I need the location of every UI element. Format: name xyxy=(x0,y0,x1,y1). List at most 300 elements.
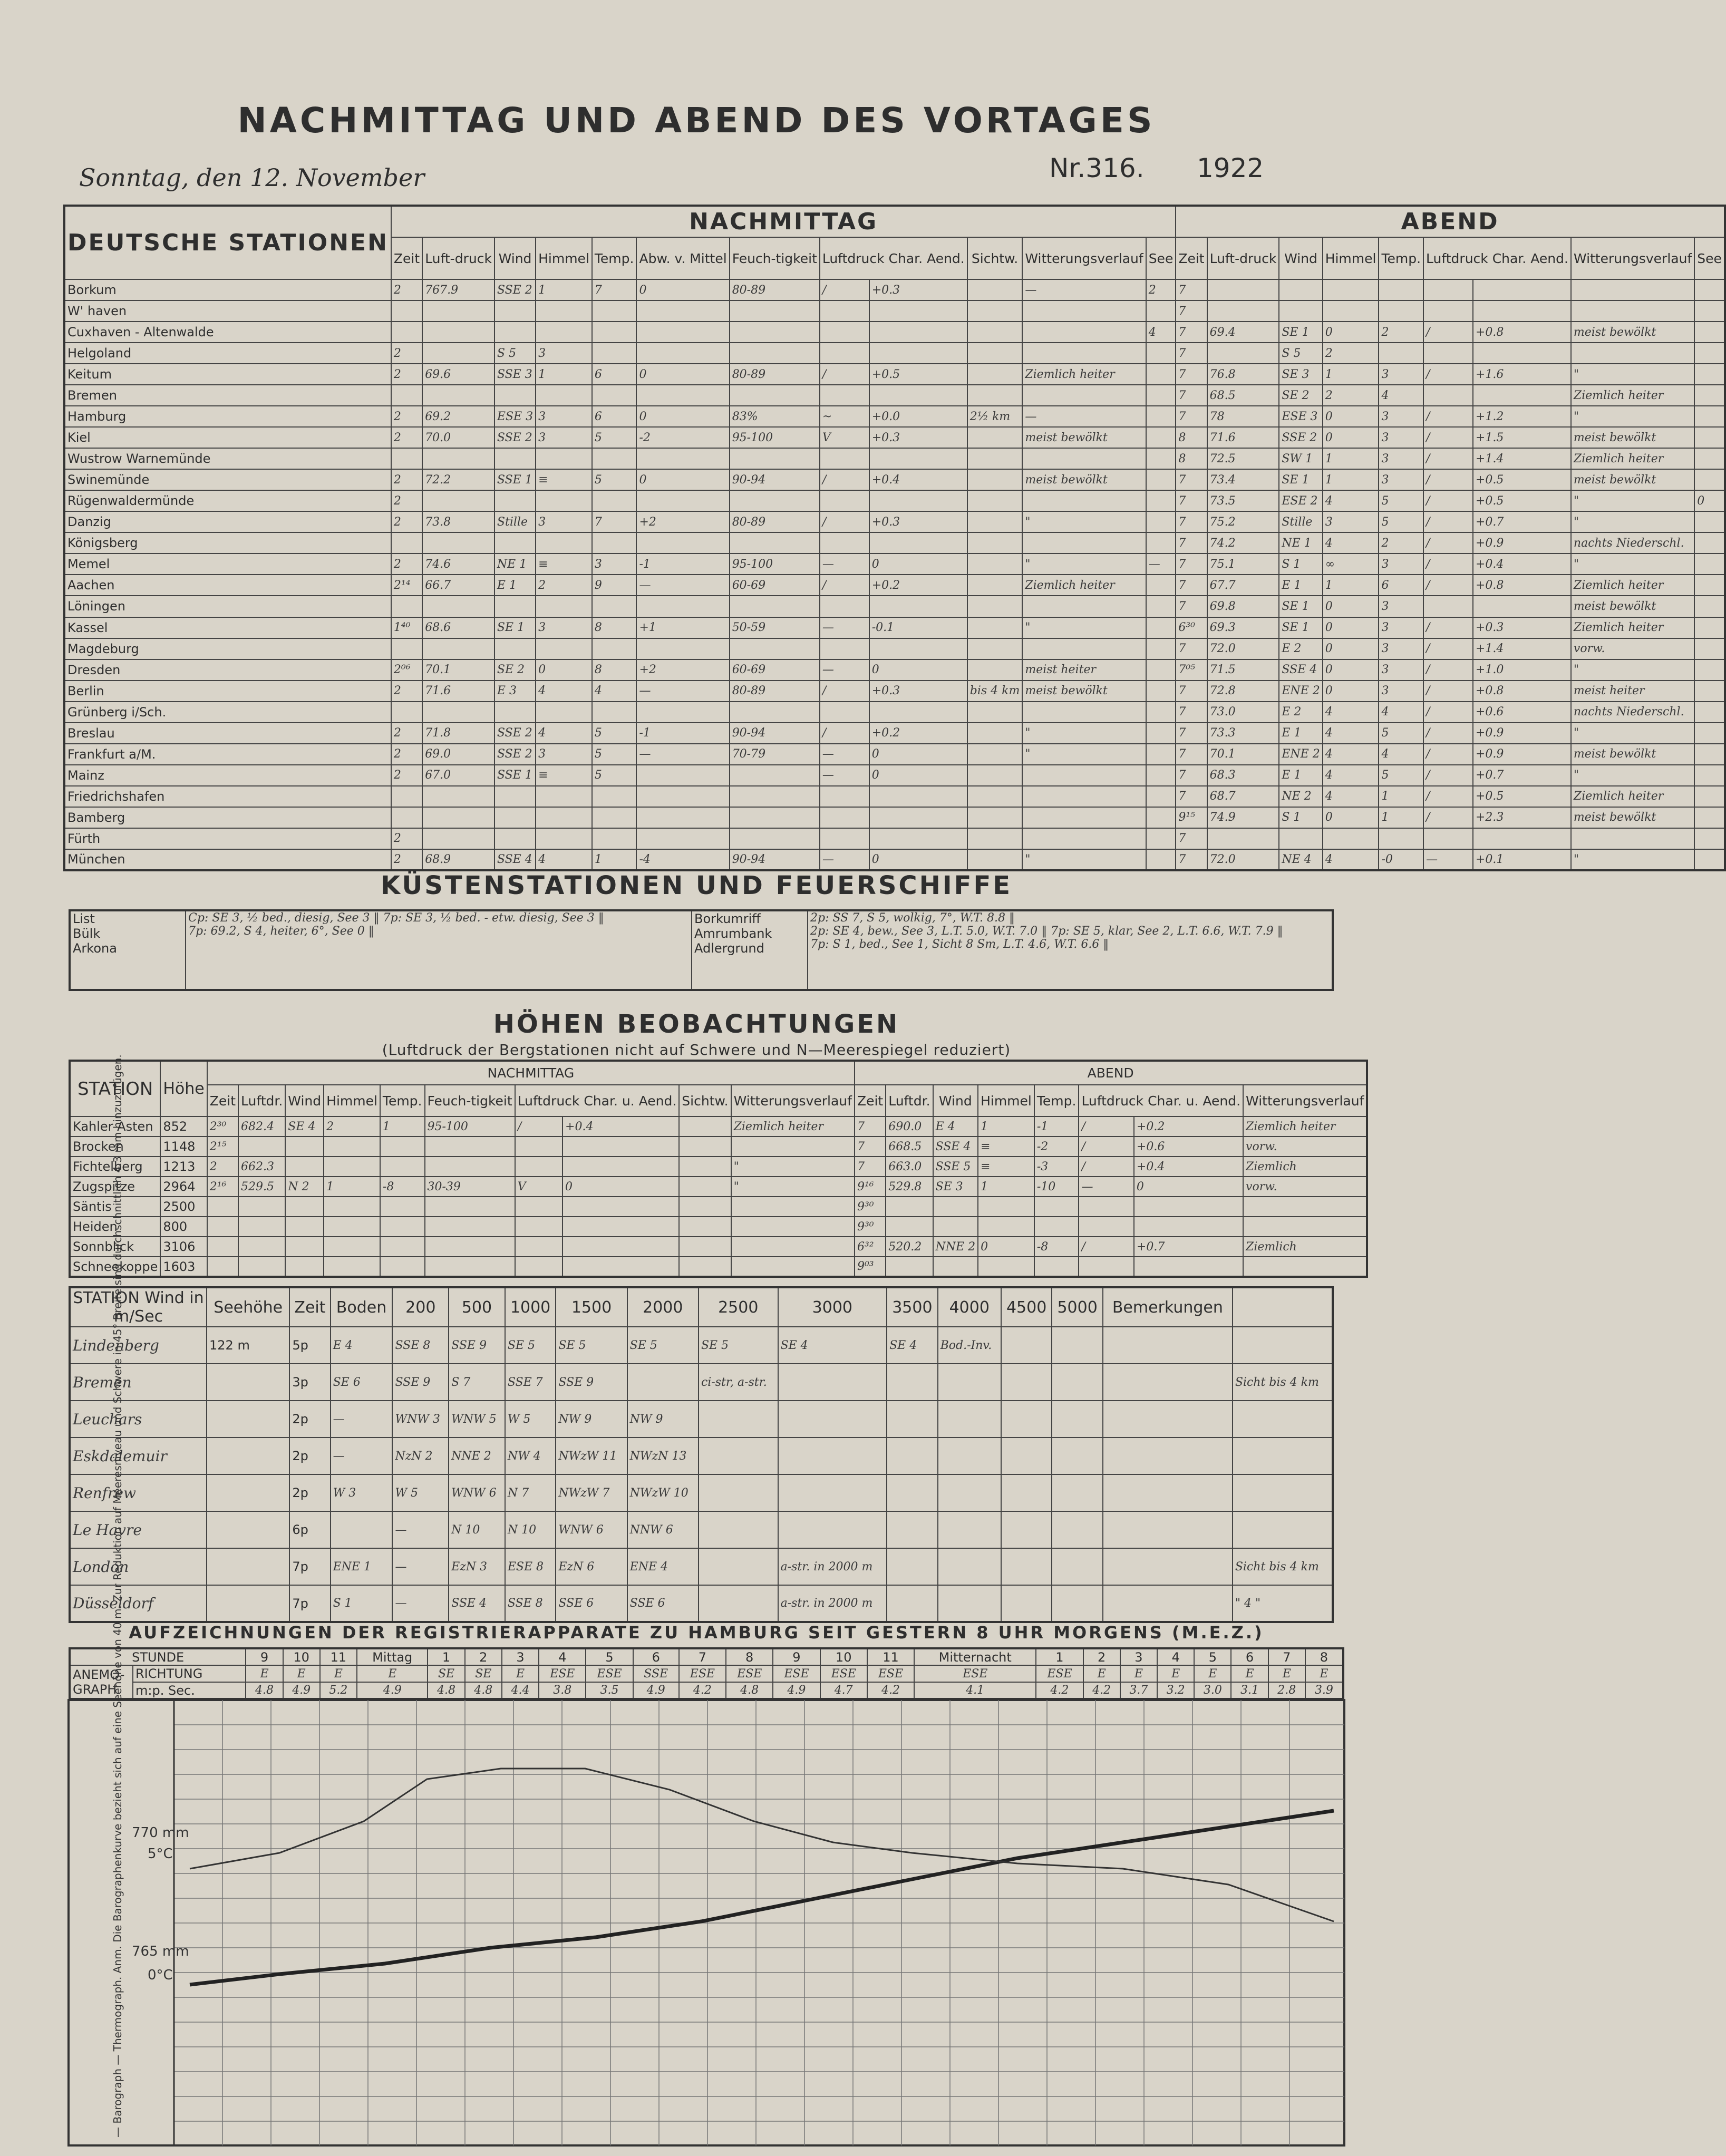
zeit: 7p xyxy=(289,1585,330,1622)
wind-cell: SE 5 xyxy=(505,1327,556,1364)
wind-cell: N 10 xyxy=(505,1511,556,1548)
ab-cell: 3 xyxy=(1379,364,1423,385)
nm-cell: 2 xyxy=(207,1157,238,1177)
wind-cell: ESE 8 xyxy=(505,1548,556,1585)
nm-cell xyxy=(636,828,729,849)
nm-cell: / xyxy=(820,364,869,385)
registrier-table xyxy=(69,1647,1344,1700)
nm-col-header: Luft-druck xyxy=(422,237,494,279)
nm-cell xyxy=(422,490,494,511)
ab-cell: +0.3 xyxy=(1473,617,1571,638)
wind-cell: NNW 6 xyxy=(627,1511,699,1548)
nm-cell xyxy=(730,532,820,553)
station-name: Düsseldorf xyxy=(70,1585,207,1622)
nm-cell xyxy=(869,828,967,849)
ab-cell: vorw. xyxy=(1571,638,1694,659)
nm-col-header: Temp. xyxy=(592,237,637,279)
nm-cell: -2 xyxy=(636,427,729,448)
nm-cell: SSE 2 xyxy=(494,279,536,300)
nm-cell xyxy=(422,807,494,828)
ab-cell: / xyxy=(1423,427,1473,448)
station-header: DEUTSCHE STATIONEN xyxy=(64,206,391,279)
nm-cell: 0 xyxy=(636,364,729,385)
ab-cell: 7 xyxy=(1176,279,1207,300)
nm-cell xyxy=(391,300,422,322)
nm-cell xyxy=(869,300,967,322)
seehoehe xyxy=(207,1548,289,1585)
nm-cell: 3 xyxy=(536,744,592,765)
hour-cell: 1 xyxy=(428,1648,464,1665)
table-row xyxy=(64,553,1725,575)
station-name: Fürth xyxy=(64,828,391,849)
ab-cell: 1 xyxy=(1379,807,1423,828)
zeit: 7p xyxy=(289,1548,330,1585)
nm-cell: 60-69 xyxy=(730,575,820,596)
hoehen-nm-col: Luftdr. xyxy=(238,1085,285,1116)
nm-cell xyxy=(536,448,592,469)
ab-cell xyxy=(1323,300,1379,322)
wind-cell xyxy=(778,1511,887,1548)
ab-cell: +1.6 xyxy=(1473,364,1571,385)
nm-cell xyxy=(1022,300,1146,322)
station-name: Danzig xyxy=(64,511,391,532)
table-row xyxy=(64,322,1725,343)
nm-cell xyxy=(1146,427,1176,448)
wind-col-header: Seehöhe xyxy=(207,1287,289,1327)
wind-cell xyxy=(1103,1364,1233,1401)
direction-cell: E xyxy=(320,1665,357,1682)
coastal-station: Adlergrund xyxy=(694,941,764,956)
nm-cell xyxy=(730,807,820,828)
nm-cell xyxy=(869,702,967,723)
nm-cell xyxy=(1022,532,1146,553)
ab-cell: +1.4 xyxy=(1473,448,1571,469)
ab-cell: +0.1 xyxy=(1473,849,1571,870)
nm-cell xyxy=(730,828,820,849)
wind-col-header: 2500 xyxy=(699,1287,778,1327)
wind-col-header: 2000 xyxy=(627,1287,699,1327)
nm-cell xyxy=(592,786,637,807)
nm-cell xyxy=(592,322,637,343)
ab-cell xyxy=(978,1197,1034,1217)
wind-cell xyxy=(699,1401,778,1438)
hoehen-nm-col: Zeit xyxy=(207,1085,238,1116)
bemerkungen xyxy=(1233,1438,1333,1474)
nm-cell xyxy=(967,744,1023,765)
nm-cell: -1 xyxy=(636,723,729,744)
ab-cell: -3 xyxy=(1034,1157,1079,1177)
ab-cell: ESE 3 xyxy=(1279,406,1322,427)
ab-cell: 7 xyxy=(1176,723,1207,744)
nm-cell xyxy=(494,300,536,322)
ab-cell: E 2 xyxy=(1279,702,1322,723)
wind-cell: SE 5 xyxy=(556,1327,627,1364)
nm-cell: 72.2 xyxy=(422,469,494,490)
nm-cell: 74.6 xyxy=(422,553,494,575)
nm-cell xyxy=(592,532,637,553)
nm-cell xyxy=(494,448,536,469)
nm-cell xyxy=(967,617,1023,638)
nm-cell xyxy=(869,596,967,617)
ab-cell: 4 xyxy=(1323,490,1379,511)
nm-cell xyxy=(515,1157,563,1177)
wind-cell: S 1 xyxy=(331,1585,393,1622)
hoehen-nm-col: Wind xyxy=(285,1085,324,1116)
nm-cell xyxy=(1022,765,1146,786)
nm-cell: +0.4 xyxy=(563,1116,679,1137)
speed-cell: 3.0 xyxy=(1194,1682,1231,1699)
ab-cell: / xyxy=(1423,532,1473,553)
nm-cell xyxy=(967,469,1023,490)
registrier-title: AUFZEICHNUNGEN DER REGISTRIERAPPARATE ZU HAMBURG SEIT GESTERN 8 UHR MORGENS (M.E.Z.) xyxy=(129,1623,1264,1643)
table-row xyxy=(64,596,1725,617)
nm-cell xyxy=(869,638,967,659)
ab-cell: 1 xyxy=(1323,469,1379,490)
nm-cell: 3 xyxy=(536,343,592,364)
table-row xyxy=(70,1511,1333,1548)
nm-cell xyxy=(731,1137,855,1157)
ab-cell: 520.2 xyxy=(886,1237,933,1257)
nm-cell xyxy=(679,1157,731,1177)
wind-col-header: 4000 xyxy=(938,1287,1001,1327)
wind-cell xyxy=(1103,1511,1233,1548)
nm-col-header: Witterungsverlauf xyxy=(1022,237,1146,279)
speed-cell: 4.8 xyxy=(726,1682,773,1699)
hoehen-subheader-row xyxy=(70,1085,1367,1116)
nm-cell: 4 xyxy=(536,681,592,702)
ab-cell xyxy=(1473,596,1571,617)
nm-cell xyxy=(324,1257,380,1277)
hoehen-nm-col: Himmel xyxy=(324,1085,380,1116)
station-name: Swinemünde xyxy=(64,469,391,490)
ab-cell: SSE 4 xyxy=(1279,659,1322,681)
nm-cell xyxy=(869,448,967,469)
table-row xyxy=(64,448,1725,469)
wind-cell: SSE 9 xyxy=(556,1364,627,1401)
nm-cell: 3 xyxy=(592,553,637,575)
nm-cell: ≡ xyxy=(536,469,592,490)
table-row xyxy=(64,659,1725,681)
seehoehe xyxy=(207,1401,289,1438)
coastal-right-notes xyxy=(808,910,1333,990)
speed-cell: 4.9 xyxy=(633,1682,679,1699)
nm-cell: 70.1 xyxy=(422,659,494,681)
ab-cell xyxy=(1694,448,1725,469)
nm-cell xyxy=(592,385,637,406)
table-row xyxy=(64,638,1725,659)
direction-cell: E xyxy=(1157,1665,1194,1682)
ab-cell: 6 xyxy=(1379,575,1423,596)
wind-cell: SSE 8 xyxy=(505,1585,556,1622)
station-name: Helgoland xyxy=(64,343,391,364)
nm-cell xyxy=(731,1237,855,1257)
wind-cell: NWzW 7 xyxy=(556,1474,627,1511)
nm-cell: 2 xyxy=(391,744,422,765)
speed-cell: 4.9 xyxy=(773,1682,820,1699)
nm-cell: 0 xyxy=(869,553,967,575)
nm-cell xyxy=(494,786,536,807)
speed-cell: 3.2 xyxy=(1157,1682,1194,1699)
nm-cell xyxy=(592,300,637,322)
ab-cell: 2 xyxy=(1323,385,1379,406)
nm-cell: 70.0 xyxy=(422,427,494,448)
nm-cell: 0 xyxy=(869,744,967,765)
station-name: Löningen xyxy=(64,596,391,617)
nm-cell: SSE 2 xyxy=(494,744,536,765)
nm-cell: 682.4 xyxy=(238,1116,285,1137)
ab-cell: vorw. xyxy=(1243,1137,1367,1157)
ab-cell: SSE 4 xyxy=(933,1137,978,1157)
page-title: NACHMITTAG UND ABEND DES VORTAGES xyxy=(237,100,1156,141)
nm-cell: 2 xyxy=(391,343,422,364)
wind-cell xyxy=(778,1474,887,1511)
wind-col-header: 200 xyxy=(392,1287,449,1327)
wind-cell: SSE 7 xyxy=(505,1364,556,1401)
wind-cell xyxy=(778,1364,887,1401)
hour-cell: 3 xyxy=(502,1648,539,1665)
nm-cell: ~ xyxy=(820,406,869,427)
wind-header-row xyxy=(70,1287,1333,1327)
ab-cell: 68.5 xyxy=(1207,385,1279,406)
nm-cell: — xyxy=(1022,279,1146,300)
nm-col-header: Zeit xyxy=(391,237,422,279)
ab-cell xyxy=(1134,1257,1243,1277)
table-row xyxy=(64,723,1725,744)
ab-cell: 7 xyxy=(1176,744,1207,765)
nm-cell xyxy=(967,596,1023,617)
speed-cell: 3.1 xyxy=(1231,1682,1268,1699)
nm-cell xyxy=(425,1137,515,1157)
ab-cell: 4 xyxy=(1323,723,1379,744)
hoehen-nm-col: Feuch-tigkeit xyxy=(425,1085,515,1116)
nm-cell xyxy=(636,385,729,406)
nm-cell: 9 xyxy=(592,575,637,596)
nm-cell: 71.8 xyxy=(422,723,494,744)
nm-cell xyxy=(380,1157,425,1177)
nm-cell xyxy=(1022,596,1146,617)
nm-cell: 3 xyxy=(536,617,592,638)
table-row xyxy=(64,532,1725,553)
table-row xyxy=(64,300,1725,322)
wind-cell xyxy=(778,1438,887,1474)
direction-cell: E xyxy=(1305,1665,1343,1682)
nm-cell: 80-89 xyxy=(730,364,820,385)
ab-cell xyxy=(1323,279,1379,300)
label-0c: 0°C xyxy=(148,1967,173,1983)
ab-cell: +0.5 xyxy=(1473,786,1571,807)
wind-cell: NWzW 10 xyxy=(627,1474,699,1511)
wind-cell xyxy=(887,1364,938,1401)
station-name: Dresden xyxy=(64,659,391,681)
nm-cell xyxy=(679,1257,731,1277)
wind-cell xyxy=(1052,1438,1103,1474)
nm-cell xyxy=(820,343,869,364)
nm-col-header: Luftdruck Char. Aend. xyxy=(820,237,967,279)
nm-cell: +0.0 xyxy=(869,406,967,427)
nm-cell xyxy=(730,385,820,406)
station-name: Le Havre xyxy=(70,1511,207,1548)
ab-cell: 529.8 xyxy=(886,1177,933,1197)
ab-cell: +0.2 xyxy=(1134,1116,1243,1137)
nm-cell: SE 2 xyxy=(494,659,536,681)
nm-cell: 662.3 xyxy=(238,1157,285,1177)
nm-cell: 1 xyxy=(380,1116,425,1137)
ab-cell xyxy=(1079,1197,1133,1217)
wind-cell xyxy=(1103,1474,1233,1511)
nm-cell: 1 xyxy=(592,849,637,870)
issue-number: Nr.316. xyxy=(1049,153,1145,183)
coastal-table xyxy=(69,909,1334,991)
ab-cell: / xyxy=(1423,681,1473,702)
wind-cell: SE 4 xyxy=(887,1327,938,1364)
wind-cell: S 7 xyxy=(449,1364,505,1401)
station-name: Keitum xyxy=(64,364,391,385)
speed-cell: 3.9 xyxy=(1305,1682,1343,1699)
wind-cell: ci-str, a-str. xyxy=(699,1364,778,1401)
nm-cell xyxy=(422,448,494,469)
nm-cell xyxy=(967,490,1023,511)
ab-cell: +0.8 xyxy=(1473,681,1571,702)
wind-cell xyxy=(699,1548,778,1585)
ab-cell: 1 xyxy=(1379,786,1423,807)
speed-cell: 4.2 xyxy=(1083,1682,1120,1699)
ab-cell: Ziemlich xyxy=(1243,1157,1367,1177)
nm-cell xyxy=(820,596,869,617)
ab-cell: 668.5 xyxy=(886,1137,933,1157)
nm-cell: 1 xyxy=(536,364,592,385)
ab-cell: 0 xyxy=(1323,807,1379,828)
ab-cell: / xyxy=(1079,1237,1133,1257)
hoehen-title: HÖHEN BEOBACHTUNGEN xyxy=(493,1009,900,1039)
speed-cell: 4.2 xyxy=(679,1682,726,1699)
ab-cell xyxy=(1694,427,1725,448)
coastal-title: KÜSTENSTATIONEN UND FEUERSCHIFFE xyxy=(380,871,1013,900)
nm-cell xyxy=(636,807,729,828)
coastal-left-stations xyxy=(70,910,186,990)
wind-cell: — xyxy=(331,1438,393,1474)
direction-cell: ESE xyxy=(679,1665,726,1682)
ab-cell: Ziemlich heiter xyxy=(1571,617,1694,638)
nm-cell xyxy=(820,638,869,659)
speed-cell: 4.1 xyxy=(914,1682,1036,1699)
ab-cell xyxy=(1694,385,1725,406)
nm-cell: / xyxy=(820,575,869,596)
wind-col-header: 4500 xyxy=(1001,1287,1052,1327)
nm-cell xyxy=(494,322,536,343)
chart-grid xyxy=(174,1700,1344,2145)
nm-cell: +2 xyxy=(636,511,729,532)
ab-cell xyxy=(1694,765,1725,786)
station-height: 1213 xyxy=(160,1157,207,1177)
ab-cell: NE 2 xyxy=(1279,786,1322,807)
ab-cell: 72.8 xyxy=(1207,681,1279,702)
nm-cell xyxy=(967,659,1023,681)
nm-cell xyxy=(1022,322,1146,343)
nm-cell xyxy=(1022,828,1146,849)
nm-cell xyxy=(1146,659,1176,681)
ab-cell: / xyxy=(1079,1157,1133,1177)
station-name: Bremen xyxy=(70,1364,207,1401)
barograph-curve xyxy=(190,1811,1334,1985)
direction-cell: E xyxy=(283,1665,320,1682)
wind-cell xyxy=(938,1401,1001,1438)
nm-cell: +0.2 xyxy=(869,723,967,744)
ab-cell: ∞ xyxy=(1323,553,1379,575)
ab-cell: 690.0 xyxy=(886,1116,933,1137)
nm-cell: 529.5 xyxy=(238,1177,285,1197)
nm-cell: +0.3 xyxy=(869,279,967,300)
nm-cell: 69.2 xyxy=(422,406,494,427)
ab-cell: 75.1 xyxy=(1207,553,1279,575)
wind-cell xyxy=(1052,1364,1103,1401)
nm-cell: " xyxy=(1022,511,1146,532)
wind-cell: a-str. in 2000 m xyxy=(778,1585,887,1622)
wind-cell xyxy=(938,1364,1001,1401)
nm-cell xyxy=(1146,364,1176,385)
ab-cell xyxy=(1694,849,1725,870)
nm-cell xyxy=(391,702,422,723)
ab-cell xyxy=(1034,1197,1079,1217)
ab-cell: — xyxy=(1423,849,1473,870)
table-row xyxy=(64,617,1725,638)
nm-cell: 4 xyxy=(536,849,592,870)
nm-cell: +2 xyxy=(636,659,729,681)
nm-cell: 8 xyxy=(592,617,637,638)
seehoehe xyxy=(207,1474,289,1511)
ab-cell xyxy=(1571,828,1694,849)
nm-cell: SSE 2 xyxy=(494,723,536,744)
nm-cell xyxy=(380,1217,425,1237)
ab-cell: meist bewölkt xyxy=(1571,744,1694,765)
station-name: Wustrow Warnemünde xyxy=(64,448,391,469)
nm-cell: Ziemlich heiter xyxy=(1022,364,1146,385)
ab-cell: -2 xyxy=(1034,1137,1079,1157)
hour-cell: 2 xyxy=(1083,1648,1120,1665)
zeit: 2p xyxy=(289,1401,330,1438)
nm-cell xyxy=(967,849,1023,870)
ab-cell: / xyxy=(1423,553,1473,575)
nm-cell: 2 xyxy=(391,490,422,511)
ab-cell xyxy=(1694,511,1725,532)
ab-cell: ENE 2 xyxy=(1279,681,1322,702)
station-name: Borkum xyxy=(64,279,391,300)
ab-cell: nachts Niederschl. xyxy=(1571,702,1694,723)
table-row xyxy=(70,1157,1367,1177)
ab-cell: 69.8 xyxy=(1207,596,1279,617)
ab-cell: 4 xyxy=(1379,385,1423,406)
ab-cell: / xyxy=(1423,364,1473,385)
nm-cell: — xyxy=(636,744,729,765)
nm-cell: -1 xyxy=(636,553,729,575)
nm-cell: 3 xyxy=(536,511,592,532)
table-row xyxy=(64,828,1725,849)
nm-cell xyxy=(422,385,494,406)
nm-cell xyxy=(563,1257,679,1277)
nm-cell xyxy=(820,300,869,322)
direction-cell: E xyxy=(357,1665,428,1682)
nm-cell: 5 xyxy=(592,427,637,448)
table-row xyxy=(64,406,1725,427)
nm-cell: 5 xyxy=(592,723,637,744)
ab-cell xyxy=(1694,575,1725,596)
direction-cell: ESE xyxy=(539,1665,586,1682)
bemerkungen: Sicht bis 4 km xyxy=(1233,1364,1333,1401)
ab-cell: 69.3 xyxy=(1207,617,1279,638)
hoehen-abend: ABEND xyxy=(855,1061,1367,1085)
wind-cell: a-str. in 2000 m xyxy=(778,1548,887,1585)
nm-cell: +0.3 xyxy=(869,511,967,532)
speed-cell: 4.2 xyxy=(867,1682,914,1699)
